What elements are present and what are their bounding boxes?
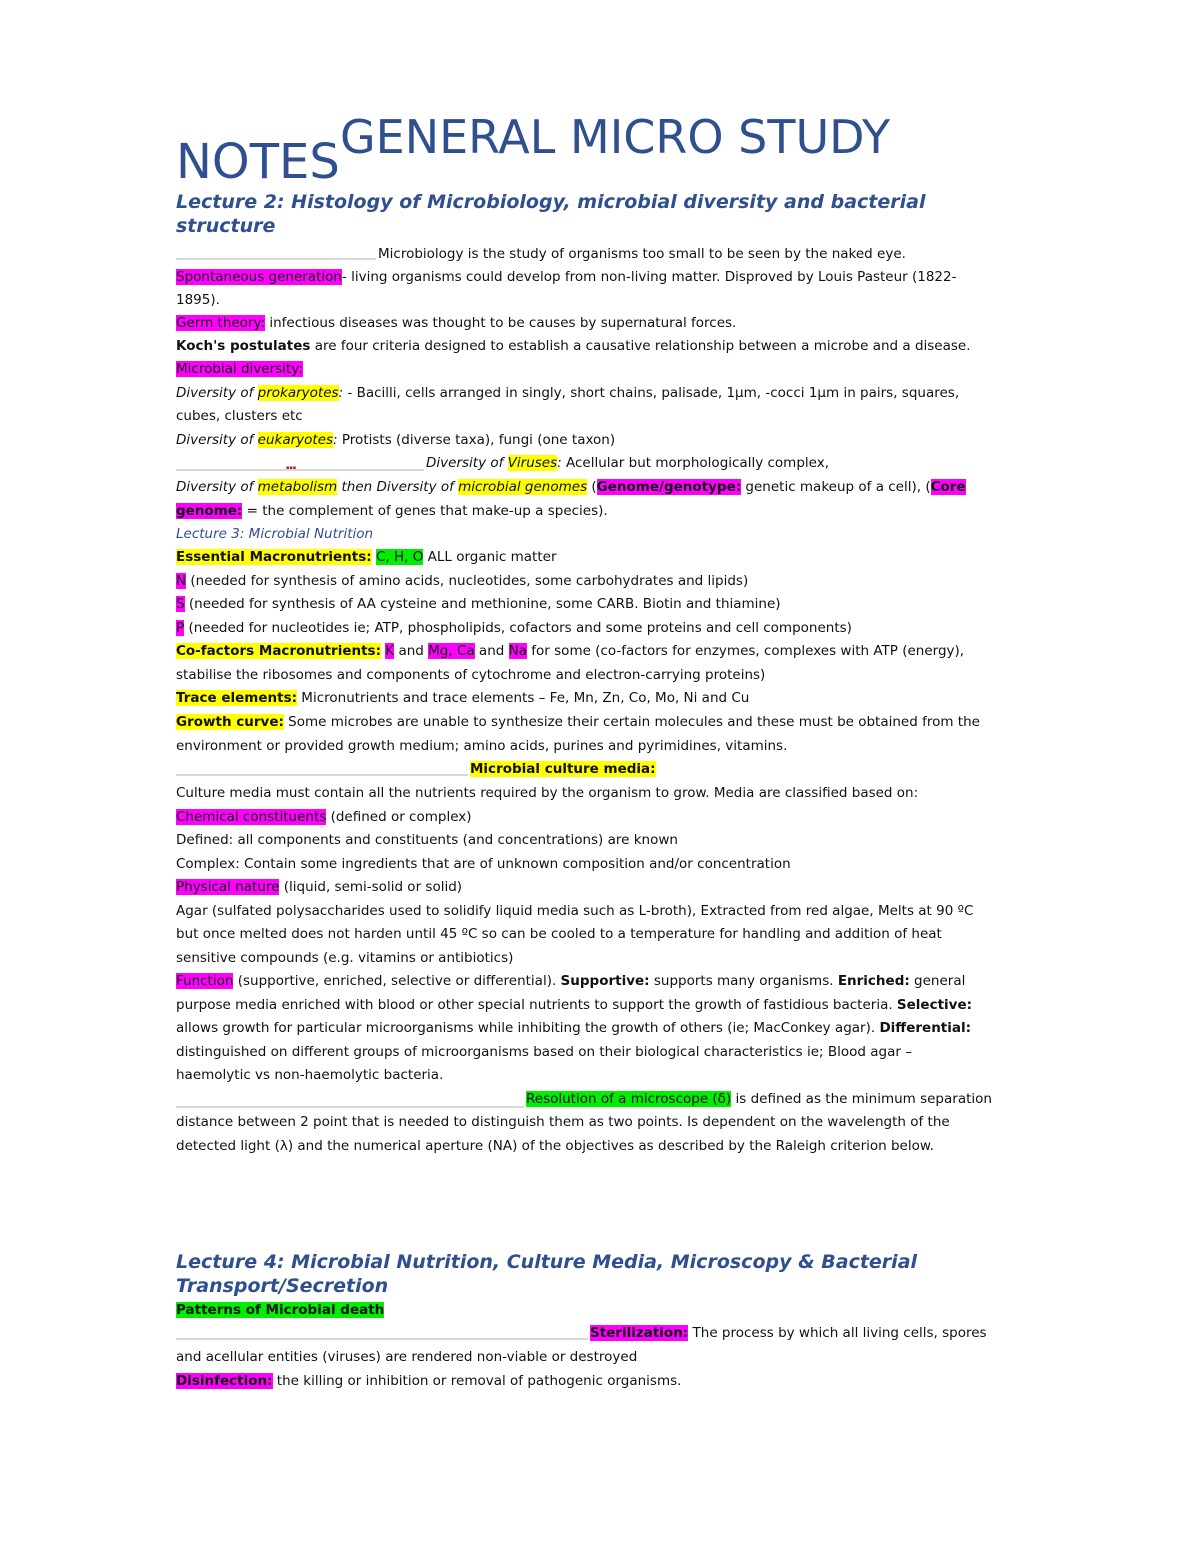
enr-term: Enriched: (837, 973, 910, 989)
notes-title: NOTES (176, 134, 340, 190)
eukaryotes-line (176, 429, 615, 453)
meta-mid: then Diversity of (337, 479, 459, 495)
supp-term: Supportive: (560, 973, 650, 989)
sel-term: Selective: (896, 997, 973, 1013)
disinfection-line (176, 1370, 681, 1394)
spontaneous-text: - living organisms could develop from non-living matter. Disproved by Louis Pasteur (1822- (341, 269, 957, 285)
spontaneous-term: Spontaneous generation (176, 269, 342, 285)
diversity-term: Microbial diversity: (176, 361, 303, 377)
resolution-line (526, 1088, 992, 1112)
culture-term: Microbial culture media: (470, 761, 656, 777)
death-heading (176, 1299, 384, 1323)
trace-term: Trace elements: (176, 690, 298, 706)
essential-text: ALL organic matter (423, 549, 557, 565)
core-genome-line (176, 500, 608, 524)
agar-line-1: Agar (sulfated polysaccharides used to solidify liquid media such as L-broth), Extracted from red algae, Melts at 90 ºC (176, 903, 974, 919)
resolution-line-2: distance between 2 point that is needed to distinguish them as two points. Is dependent on the wavelength of the (176, 1114, 950, 1130)
chem-text: (defined or complex) (326, 809, 472, 825)
prok-prefix: Diversity of (176, 385, 258, 401)
koch-line (176, 335, 971, 359)
function-line-5: haemolytic vs non-haemolytic bacteria. (176, 1067, 444, 1083)
phys-line (176, 876, 462, 900)
essential-term: Essential Macronutrients: (176, 549, 372, 565)
chem-term: Chemical constituents (176, 809, 327, 825)
function-line-3 (176, 1017, 971, 1041)
function-line-2 (176, 994, 972, 1018)
prok-colon: : (338, 385, 344, 401)
and-2: and (474, 643, 509, 659)
faded-rule (176, 1338, 588, 1340)
n-line (176, 570, 748, 594)
euk-term: eukaryotes (257, 432, 334, 448)
chem-line (176, 806, 472, 830)
koch-text: are four criteria designed to establish a causative relationship between a microbe and a disease. (310, 338, 971, 354)
cofactor-text: for some (co-factors for enzymes, complexes with ATP (energy), (527, 643, 965, 659)
essential-elems: C, H, O (375, 549, 424, 565)
cofactor-cont: stabilise the ribosomes and components of cytochrome and electron-carrying proteins) (176, 667, 766, 683)
steril-term: Sterilization: (590, 1325, 689, 1341)
growth-term: Growth curve: (176, 714, 284, 730)
core-text: = the complement of genes that make-up a species). (242, 503, 608, 519)
lecture-3-heading: Lecture 3: Microbial Nutrition (176, 526, 374, 542)
genotype-text: genetic makeup of a cell), ( (741, 479, 931, 495)
tiny-mark: ▪▪▪ (286, 465, 297, 471)
prok-term: prokaryotes (257, 385, 339, 401)
phys-term: Physical nature (176, 879, 280, 895)
meta-term: metabolism (257, 479, 338, 495)
func-3a: allows growth for particular microorganisms while inhibiting the growth of others (ie; MacConkey agar). (176, 1020, 880, 1036)
disinf-term: Disinfection: (176, 1373, 273, 1389)
p-text: (needed for nucleotides ie; ATP, phospholipids, cofactors and some proteins and cell components) (184, 620, 852, 636)
trace-line (176, 687, 749, 711)
core-term-b: genome: (176, 503, 243, 519)
func-term: Function (176, 973, 234, 989)
prok-text: - Bacilli, cells arranged in singly, short chains, palisade, 1μm, -cocci 1μm in pairs, squares, (343, 385, 960, 401)
diff-term: Differential: (879, 1020, 972, 1036)
trace-text: Micronutrients and trace elements – Fe, Mn, Zn, Co, Mo, Ni and Cu (297, 690, 750, 706)
growth-cont: environment or provided growth medium; amino acids, purines and pyrimidines, vitamins. (176, 738, 788, 754)
resolution-line-3: detected light (λ) and the numerical aperture (NA) of the objectives as described by the Raleigh criterion below. (176, 1138, 934, 1154)
euk-prefix: Diversity of (176, 432, 258, 448)
n-term: N (176, 573, 187, 589)
enr-text: general (909, 973, 966, 989)
agar-line-3: sensitive compounds (e.g. vitamins or antibiotics) (176, 950, 514, 966)
function-line-4: distinguished on different groups of microorganisms based on their biological characteristics ie; Blood agar – (176, 1044, 912, 1060)
supp-text: supports many organisms. (649, 973, 838, 989)
diversity-heading (176, 358, 303, 382)
s-text: (needed for synthesis of AA cysteine and methionine, some CARB. Biotin and thiamine) (184, 596, 781, 612)
k-term: K (385, 643, 395, 659)
vir-colon: : (557, 455, 562, 471)
genome-open: ( (587, 479, 597, 495)
defined-line: Defined: all components and constituents (and concentrations) are known (176, 832, 678, 848)
cofactor-line (176, 640, 964, 664)
growth-line (176, 711, 980, 735)
genomes-term: microbial genomes (458, 479, 588, 495)
viruses-line (426, 452, 829, 476)
agar-line-2: but once melted does not harden until 45 ºC so can be cooled to a temperature for handling and addition of heat (176, 926, 942, 942)
s-line (176, 593, 781, 617)
faded-rule (176, 1106, 524, 1108)
culture-intro: Culture media must contain all the nutrients required by the organism to grow. Media are classified based on: (176, 785, 919, 801)
koch-term: Koch's postulates (176, 338, 311, 354)
mgca-term: Mg, Ca (428, 643, 475, 659)
lecture-2-heading: Lecture 2: Histology of Microbiology, microbial diversity and bacterial structure (176, 191, 926, 237)
func-2a: purpose media enriched with blood or other special nutrients to support the growth of fastidious bacteria. (176, 997, 897, 1013)
n-text: (needed for synthesis of amino acids, nucleotides, some carbohydrates and lipids) (186, 573, 749, 589)
genotype-term: Genome/genotype: (596, 479, 742, 495)
faded-rule (176, 774, 468, 776)
sterilization-line (590, 1322, 987, 1346)
res-term: Resolution of a microscope (δ) (526, 1091, 732, 1107)
euk-colon: : (333, 432, 338, 448)
func-text: (supportive, enriched, selective or differential). (233, 973, 561, 989)
prokaryotes-line (176, 382, 959, 406)
faded-rule (176, 469, 424, 471)
germ-text: infectious diseases was thought to be causes by supernatural forces. (265, 315, 737, 331)
death-term: Patterns of Microbial death (176, 1302, 385, 1318)
euk-text: Protists (diverse taxa), fungi (one taxon) (337, 432, 616, 448)
sterilization-cont: and acellular entities (viruses) are rendered non-viable or destroyed (176, 1349, 638, 1365)
culture-heading (470, 758, 656, 782)
document-title: GENERAL MICRO STUDY (340, 110, 891, 164)
res-text: is defined as the minimum separation (731, 1091, 992, 1107)
meta-prefix: Diversity of (176, 479, 258, 495)
essential-line (176, 546, 557, 570)
core-term-a: Core (930, 479, 966, 495)
germ-line (176, 312, 736, 336)
vir-prefix: Diversity of (426, 455, 508, 471)
disinf-text: the killing or inhibition or removal of pathogenic organisms. (272, 1373, 682, 1389)
complex-line: Complex: Contain some ingredients that are of unknown composition and/or concentration (176, 856, 791, 872)
intro-line: Microbiology is the study of organisms too small to be seen by the naked eye. (378, 246, 906, 262)
prokaryotes-cont: cubes, clusters etc (176, 408, 303, 424)
germ-term: Germ theory: (176, 315, 266, 331)
s-term: S (176, 596, 185, 612)
spontaneous-line (176, 266, 957, 290)
p-term: P (176, 620, 185, 636)
cofactor-term: Co-factors Macronutrients: (176, 643, 381, 659)
phys-text: (liquid, semi-solid or solid) (279, 879, 463, 895)
growth-text: Some microbes are unable to synthesize their certain molecules and these must be obtained from the (283, 714, 980, 730)
faded-rule (176, 258, 376, 260)
na-term: Na (508, 643, 527, 659)
vir-term: Viruses (507, 455, 558, 471)
steril-text: The process by which all living cells, spores (688, 1325, 987, 1341)
function-line (176, 970, 965, 994)
metabolism-line (176, 476, 966, 500)
spontaneous-cont: 1895). (176, 292, 220, 308)
and-1: and (394, 643, 429, 659)
lecture-4-heading: Lecture 4: Microbial Nutrition, Culture Media, Microscopy & Bacterial Transport/Secretion (176, 1251, 918, 1297)
vir-text: Acellular but morphologically complex, (561, 455, 829, 471)
p-line (176, 617, 852, 641)
